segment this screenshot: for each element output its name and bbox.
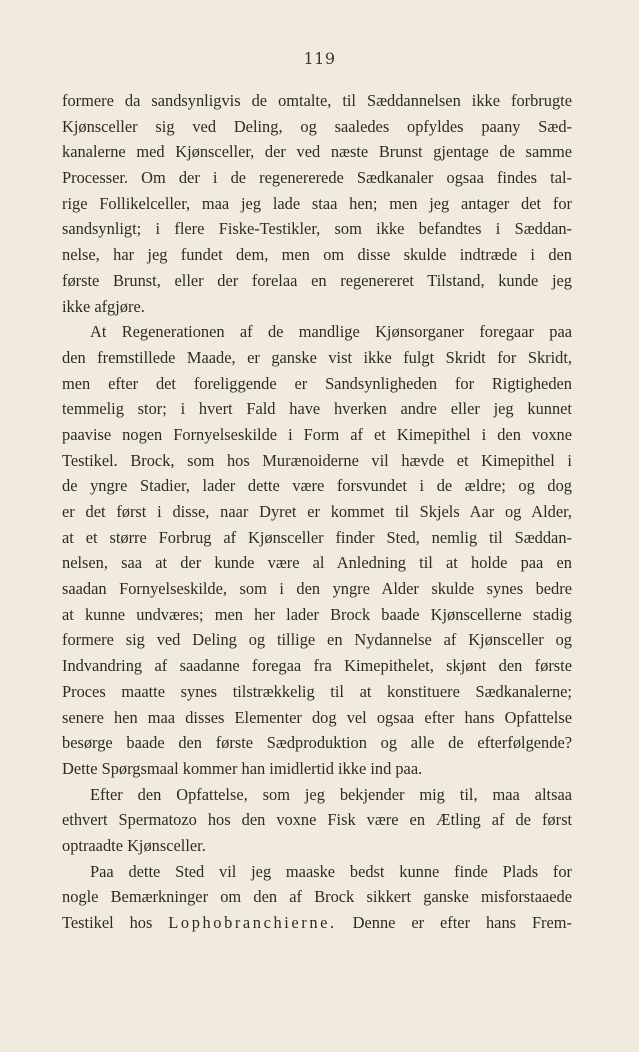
text-line: ikke afgjøre.	[62, 296, 145, 316]
text-line: rige Follikelceller, maa jeg lade staa hen; men jeg antager det for	[62, 193, 572, 213]
text-line: At Regenerationen af de mandlige Kjønsorganer foregaar paa	[90, 322, 572, 342]
text-line: den fremstillede Maade, er ganske vist ikke fulgt Skridt for Skridt,	[62, 347, 572, 367]
text-line: Dette Spørgsmaal kommer han imidlertid ikke ind paa.	[62, 758, 423, 778]
text-line: formere sig ved Deling og tillige en Nydannelse af Kjønsceller og	[62, 630, 572, 650]
text-line: nelse, har jeg fundet dem, men om disse skulde indtræde i den	[62, 245, 572, 265]
text-line: saadan Fornyelseskilde, som i den yngre Alder skulde synes bedre	[62, 579, 572, 599]
spaced-term: Lophobranchierne.	[168, 913, 337, 932]
text-line: nogle Bemærkninger om den af Brock sikkert ganske misforstaaede	[62, 887, 572, 907]
text-line: senere hen maa disses Elementer dog vel ogsaa efter hans Opfattelse	[62, 707, 572, 727]
text-line: kanalerne med Kjønsceller, der ved næste Brunst gjentage de samme	[62, 142, 572, 162]
body-text	[62, 88, 572, 936]
text-line: Indvandring af saadanne foregaa fra Kimepithelet, skjønt den første	[62, 656, 572, 676]
text-line: Efter den Opfattelse, som jeg bekjender mig til, maa altsaa	[90, 784, 572, 804]
page-number: 119	[303, 49, 336, 68]
text-line: Processer. Om der i de regenererede Sædkanaler ogsaa findes tal-	[62, 168, 572, 188]
text-line: de yngre Stadier, lader dette være forsvundet i de ældre; og dog	[62, 476, 572, 496]
text-line: at et større Forbrug af Kjønsceller finder Sted, nemlig til Sæddan-	[62, 527, 572, 547]
text-line: besørge baade den første Sædproduktion og alle de efterfølgende?	[62, 733, 572, 753]
text-line: sandsynligt; i flere Fiske-Testikler, som ikke befandtes i Sæddan-	[62, 219, 572, 239]
text-line: Proces maatte synes tilstrækkelig til at konstituere Sædkanalerne;	[62, 681, 572, 701]
text-line-final	[62, 910, 572, 936]
line-segment: Denne er efter hans Frem-	[336, 913, 572, 932]
text-line: temmelig stor; i hvert Fald have hverken andre eller jeg kunnet	[62, 399, 572, 419]
text-line: men efter det foreliggende er Sandsynligheden for Rigtigheden	[62, 373, 572, 393]
text-line: Testikel. Brock, som hos Murænoiderne vil hævde et Kimepithel i	[62, 450, 572, 470]
text-line: nelsen, saa at der kunde være al Anledning til at holde paa en	[62, 553, 572, 573]
text-line: ethvert Spermatozo hos den voxne Fisk være en Ætling af de først	[62, 810, 572, 830]
text-line: første Brunst, eller der forelaa en regenereret Tilstand, kunde jeg	[62, 270, 572, 290]
text-line: paavise nogen Fornyelseskilde i Form af et Kimepithel i den voxne	[62, 424, 572, 444]
text-line: er det først i disse, naar Dyret er kommet til Skjels Aar og Alder,	[62, 502, 572, 521]
text-line: formere da sandsynligvis de omtalte, til Sæddannelsen ikke forbrugte	[62, 91, 572, 110]
text-line: at kunne undværes; men her lader Brock baade Kjønscellerne stadig	[62, 604, 572, 624]
line-segment: Testikel hos	[62, 913, 169, 932]
text-line: Kjønsceller sig ved Deling, og saaledes opfyldes paany Sæd-	[62, 116, 572, 136]
text-line: optraadte Kjønsceller.	[62, 835, 206, 855]
text-line: Paa dette Sted vil jeg maaske bedst kunne finde Plads for	[90, 861, 572, 881]
